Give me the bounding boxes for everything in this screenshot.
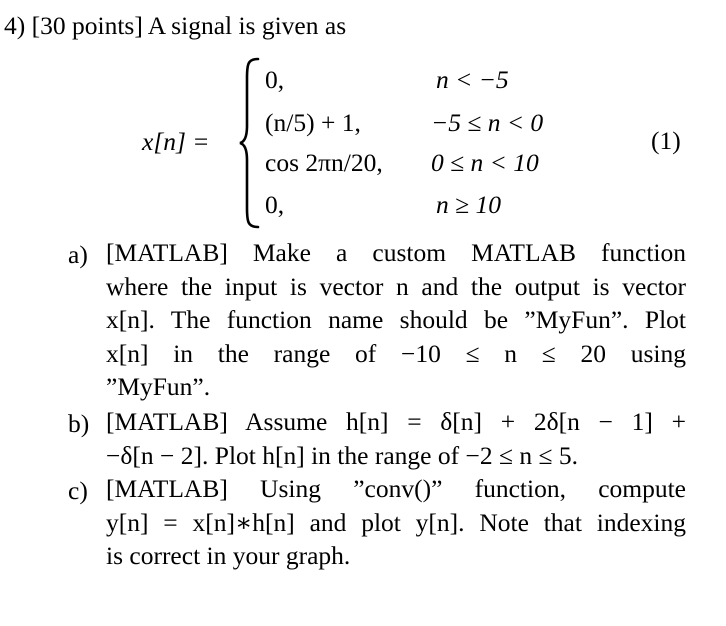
part-a-text	[106, 236, 686, 404]
part-a-line: [MATLAB] Make a custom MATLAB function	[106, 238, 686, 267]
case-4-cond: n ≥ 10	[436, 190, 501, 219]
problem-intro: A signal is given as	[147, 11, 347, 40]
case-4-expr: 0,	[265, 190, 285, 219]
part-b-text	[106, 405, 686, 472]
part-b-label: b)	[68, 409, 90, 438]
part-c-line: is correct in your graph.	[106, 541, 351, 571]
case-2-cond: −5 ≤ n < 0	[431, 108, 544, 137]
part-a-line: ”MyFun”.	[106, 372, 211, 402]
part-c-text	[106, 472, 686, 573]
problem-number: 4)	[4, 11, 26, 40]
case-3-expr: cos 2πn/20,	[265, 148, 383, 177]
equation-lhs: x[n] =	[142, 127, 210, 156]
case-1-cond: n < −5	[436, 65, 509, 94]
part-c-label: c)	[68, 476, 88, 505]
part-c-line: [MATLAB] Using ”conv()” function, compute	[106, 474, 686, 503]
part-a-label: a)	[68, 240, 88, 269]
problem-header	[4, 13, 346, 39]
case-1-expr: 0,	[265, 65, 285, 94]
case-3-cond: 0 ≤ n < 10	[431, 148, 539, 177]
part-a-line: x[n] in the range of −10 ≤ n ≤ 20 using	[106, 338, 686, 368]
part-c-line: y[n] = x[n]∗h[n] and plot y[n]. Note that indexing	[106, 507, 686, 537]
case-2-expr: (n/5) + 1,	[265, 108, 361, 137]
part-a-line: x[n]. The function name should be ”MyFun”. Plot	[106, 305, 686, 335]
part-b-line: [MATLAB] Assume h[n] = δ[n] + 2δ[n − 1] +	[106, 407, 686, 436]
left-brace-icon	[238, 56, 260, 230]
part-b-line: −δ[n − 2]. Plot h[n] in the range of −2 ≤ n ≤ 5.	[106, 440, 578, 470]
equation-number: (1)	[651, 126, 681, 155]
problem-points: [30 points]	[31, 11, 143, 40]
part-a-line: where the input is vector n and the output is vector	[106, 271, 686, 301]
